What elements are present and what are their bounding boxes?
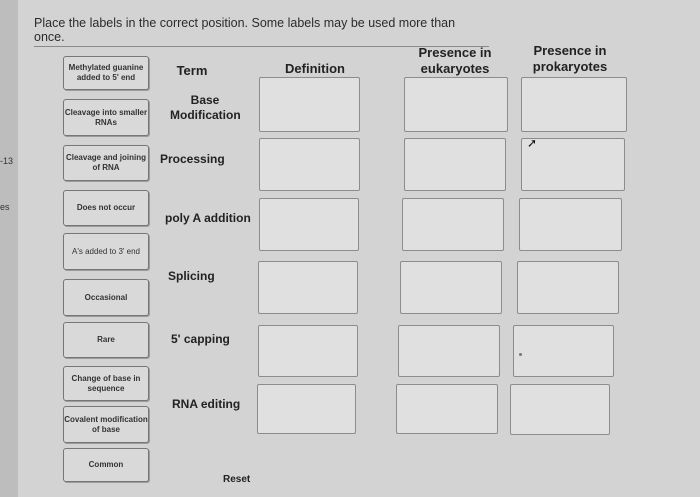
drop-eukaryotes-row-6[interactable]	[396, 384, 498, 434]
drop-definition-row-2[interactable]	[259, 138, 360, 191]
label-change-of-base[interactable]: Change of base in sequence	[63, 366, 149, 401]
instruction-text: Place the labels in the correct position. Some labels may be used more than once.	[34, 16, 489, 47]
label-occasional[interactable]: Occasional	[63, 279, 149, 316]
drop-prokaryotes-row-5[interactable]	[513, 325, 614, 377]
drop-eukaryotes-row-4[interactable]	[400, 261, 502, 314]
term-5-capping: 5' capping	[171, 332, 230, 346]
header-presence-prokaryotes: Presence in prokaryotes	[532, 43, 608, 74]
drop-prokaryotes-row-1[interactable]	[521, 77, 627, 132]
label-covalent-modification[interactable]: Covalent modification of base	[63, 406, 149, 443]
label-rare[interactable]: Rare	[63, 322, 149, 358]
drop-prokaryotes-row-3[interactable]	[519, 198, 622, 251]
stray-dot	[519, 353, 522, 356]
side-fragment: -13	[0, 156, 14, 166]
label-methylated-guanine[interactable]: Methylated guanine added to 5' end	[63, 56, 149, 90]
arrow-cursor-icon: ➚	[527, 136, 538, 150]
label-cleavage-joining[interactable]: Cleavage and joining of RNA	[63, 145, 149, 181]
drop-eukaryotes-row-3[interactable]	[402, 198, 504, 251]
label-does-not-occur[interactable]: Does not occur	[63, 190, 149, 226]
drop-definition-row-3[interactable]	[259, 198, 359, 251]
label-common[interactable]: Common	[63, 448, 149, 482]
drop-prokaryotes-row-4[interactable]	[517, 261, 619, 314]
drop-definition-row-1[interactable]	[259, 77, 360, 132]
reset-button[interactable]: Reset	[223, 474, 251, 485]
drop-eukaryotes-row-2[interactable]	[404, 138, 506, 191]
term-base-modification: Base Modification	[170, 93, 241, 122]
header-definition: Definition	[285, 61, 345, 76]
drop-definition-row-4[interactable]	[258, 261, 358, 314]
drop-eukaryotes-row-5[interactable]	[398, 325, 500, 377]
drop-definition-row-6[interactable]	[257, 384, 356, 434]
term-processing: Processing	[160, 152, 225, 166]
drop-eukaryotes-row-1[interactable]	[404, 77, 508, 132]
term-rna-editing: RNA editing	[172, 397, 241, 411]
header-presence-eukaryotes: Presence in eukaryotes	[418, 45, 492, 76]
header-term: Term	[176, 63, 208, 78]
label-as-added[interactable]: A's added to 3' end	[63, 233, 149, 270]
label-cleavage-smaller-rnas[interactable]: Cleavage into smaller RNAs	[63, 99, 149, 136]
drop-prokaryotes-row-6[interactable]	[510, 384, 610, 435]
side-fragment: es	[0, 202, 10, 212]
term-splicing: Splicing	[168, 269, 215, 283]
left-sidebar-strip	[0, 0, 19, 497]
term-poly-a-addition: poly A addition	[165, 211, 251, 225]
drop-definition-row-5[interactable]	[258, 325, 358, 377]
